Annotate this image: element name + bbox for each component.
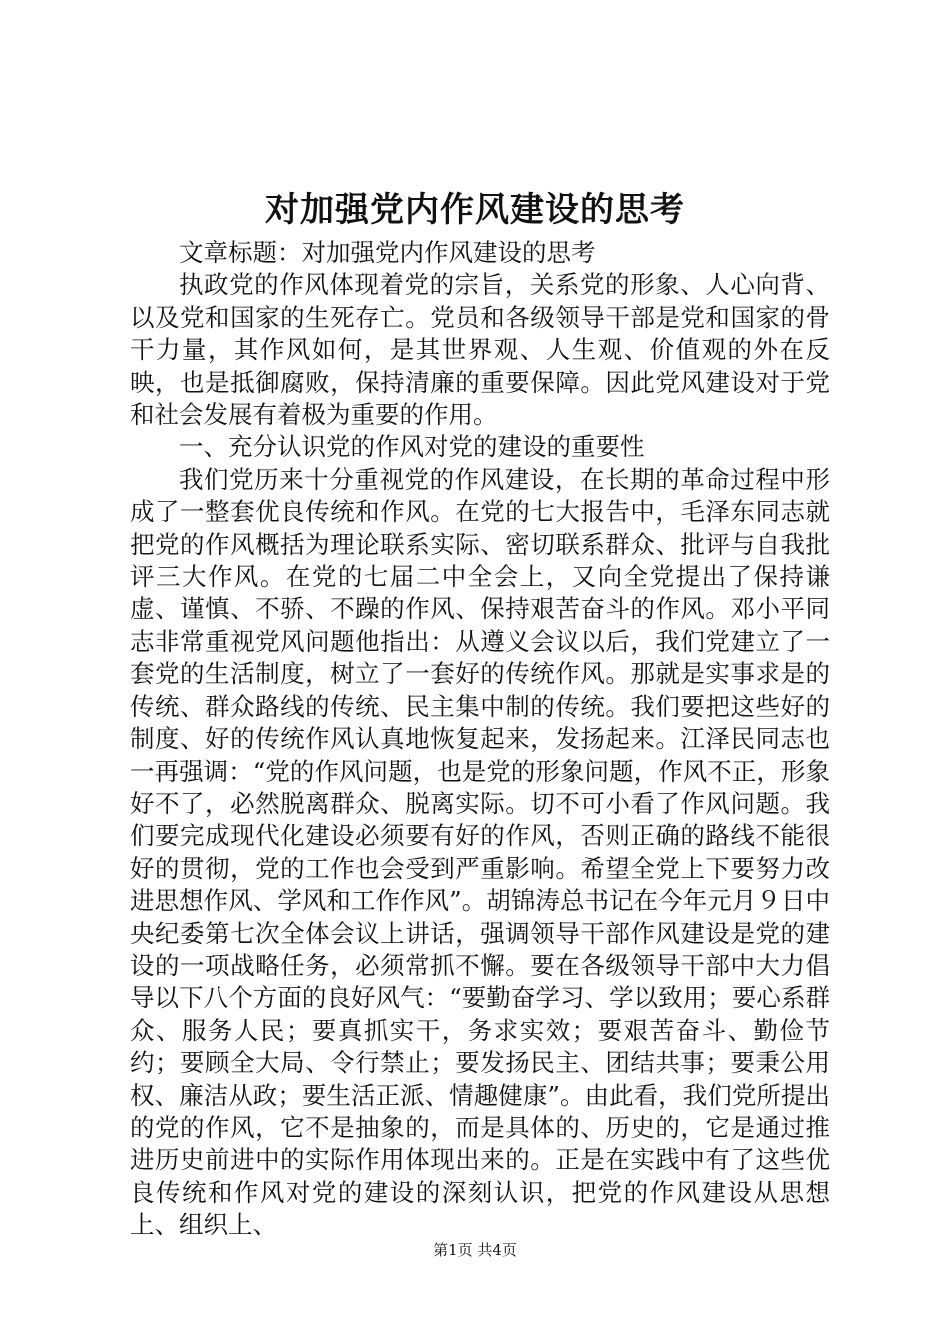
intro-paragraph: 执政党的作风体现着党的宗旨，关系党的形象、人心向背、以及党和国家的生死存亡。党员和各级领导干部是党和国家的骨干力量，其作风如何，是其世界观、人生观、价值观的外在反映，也是抵御腐败，保持清廉的重要保障。因此党风建设对于党和社会发展有着极为重要的作用。 <box>130 270 830 430</box>
article-title-line: 文章标题：对加强党内作风建设的思考 <box>179 238 596 267</box>
document-body <box>130 237 830 1242</box>
body-paragraph: 我们党历来十分重视党的作风建设，在长期的革命过程中形成了一整套优良传统和作风。在党的七大报告中，毛泽东同志就把党的作风概括为理论联系实际、密切联系群众、批评与自我批评三大作风。在党的七届二中全会上，又向全党提出了保持谦虚、谨慎、不骄、不躁的作风、保持艰苦奋斗的作风。邓小平同志非常重视党风问题他指出：从遵义会议以后，我们党建立了一套党的生活制度，树立了一套好的传统作风。那就是实事求是的传统、群众路线的传统、民主集中制的传统。我们要把这些好的制度、好的传统作风认真地恢复起来，发扬起来。江泽民同志也一再强调：“党的作风问题，也是党的形象问题，作风不正，形象好不了，必然脱离群众、脱离实际。切不可小看了作风问题。我们要完成现代化建设必须要有好的作风，否则正确的路线不能很好的贯彻，党的工作也会受到严重影响。希望全党上下要努力改进思想作风、学风和工作作风”。胡锦涛总书记在今年元月９日中央纪委第七次全体会议上讲话，强调领导干部作风建设是党的建设的一项战略任务，必须常抓不懈。要在各级领导干部中大力倡导以下八个方面的良好风气：“要勤奋学习、学以致用；要心系群众、服务人民；要真抓实干，务求实效；要艰苦奋斗、勤俭节约；要顾全大局、令行禁止；要发扬民主、团结共事；要秉公用权、廉洁从政；要生活正派、情趣健康”。由此看，我们党所提出的党的作风，它不是抽象的，而是具体的、历史的，它是通过推进历史前进中的实际作用体现出来的。正是在实践中有了这些优良传统和作风对党的建设的深刻认识，把党的作风建设从思想上、组织上、 <box>130 464 830 1240</box>
document-title: 对加强党内作风建设的思考 <box>265 190 685 230</box>
section-heading: 一、充分认识党的作风对党的建设的重要性 <box>179 432 645 462</box>
page-number-footer: 第1页 共4页 <box>433 1241 517 1259</box>
